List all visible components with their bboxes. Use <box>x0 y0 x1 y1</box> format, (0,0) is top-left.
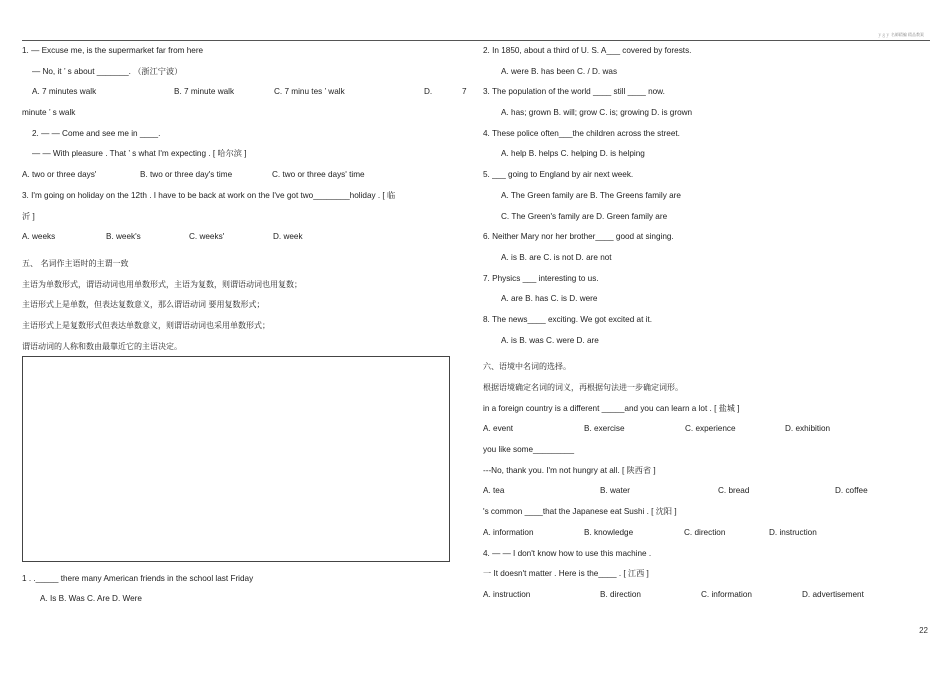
q2-response: — — With pleasure . That ’ s what I'm expecting . [ 哈尔滨 ] <box>32 149 247 159</box>
r2-stem: you like some_________ <box>483 445 575 455</box>
section5-rule-2: 主语形式上是单数，但表达复数意义，那么谓语动词 要用复数形式； <box>22 300 265 310</box>
right-line: A. has; grown B. will; grow C. is; growing D. is grown <box>501 108 693 118</box>
r4-option-b: B. direction <box>600 589 641 599</box>
q3-options <box>22 230 470 251</box>
right-line: A. The Green family are B. The Greens family are <box>501 190 681 200</box>
q3-option-c: C. weeks' <box>189 232 225 242</box>
q2-options <box>22 168 470 189</box>
right-column <box>483 44 928 609</box>
r4-option-a: A. instruction <box>483 589 531 599</box>
r3-stem: 's common ____that the Japanese eat Sushi . [ 沈阳 ] <box>483 507 677 517</box>
q2-option-c: C. two or three days' time <box>272 170 365 180</box>
r1-option-a: A. event <box>483 424 514 434</box>
r4-response: 一 It doesn't matter . Here is the____ . [ 江西 ] <box>483 569 649 579</box>
section5-rule-3: 主语形式上是复数形式但表达单数意义，则谓语动词也采用单数形式； <box>22 320 270 330</box>
r4-option-d: D. advertisement <box>802 589 864 599</box>
q3-option-a: A. weeks <box>22 232 56 242</box>
q1-option-d: D. <box>424 87 433 97</box>
r3-option-a: A. information <box>483 527 534 537</box>
r2-response: ---No, thank you. I'm not hungry at all. [ 陕西省 ] <box>483 465 656 475</box>
r1-option-b: B. exercise <box>584 424 625 434</box>
r3-option-d: D. instruction <box>769 527 817 537</box>
r4-options <box>483 588 928 609</box>
right-line: A. were B. has been C. / D. was <box>501 66 618 76</box>
q1-option-c: C. 7 minu tes ’ walk <box>274 87 345 97</box>
header-rule <box>22 40 930 41</box>
box-question-options: A. Is B. Was C. Are D. Were <box>40 594 142 604</box>
q1-option-d-cont: 7 <box>462 87 467 97</box>
q2-option-b: B. two or three day's time <box>140 170 233 180</box>
right-line: 6. Neither Mary nor her brother____ good at singing. <box>483 232 674 242</box>
r3-option-c: C. direction <box>684 527 726 537</box>
q1-option-d-wrap: minute ’ s walk <box>22 108 76 118</box>
q1-option-b: B. 7 minute walk <box>174 87 235 97</box>
q2-stem: 2. — — Come and see me in ____. <box>32 128 161 138</box>
q1-response: — No, it ’ s about _______. （浙江宁波） <box>32 66 183 76</box>
right-line: A. are B. has C. is D. were <box>501 294 598 304</box>
r1-stem: in a foreign country is a different _____and you can learn a lot . [ 盐城 ] <box>483 403 740 413</box>
r2-option-a: A. tea <box>483 486 505 496</box>
q3-stem: 3. I'm going on holiday on the 12th . I have to be back at work on the I've got two________holiday . [ 临 <box>22 190 396 200</box>
right-line: C. The Green's family are D. Green family are <box>501 211 668 221</box>
right-line: 5. ___ going to England by air next week. <box>483 170 634 180</box>
r2-options <box>483 484 928 505</box>
section6-intro: 根据语境确定名词的词义，再根据句法进一步确定词形。 <box>483 383 683 392</box>
section5-rule-4: 谓语动词的人称和数由最靠近它的主语决定。 <box>22 341 182 351</box>
right-line: A. is B. are C. is not D. are not <box>501 252 612 262</box>
q3-option-b: B. week's <box>106 232 141 242</box>
box-question-stem: 1 . ._____ there many American friends in the school last Friday <box>22 573 254 583</box>
page-number: 22 <box>919 626 928 635</box>
q2-option-a: A. two or three days' <box>22 170 97 180</box>
right-line: A. help B. helps C. helping D. is helping <box>501 149 645 159</box>
section5-title: 五、 名词作主语时的主谓一致 <box>22 258 129 268</box>
r4-option-c: C. information <box>701 589 752 599</box>
section6-title: 六、语境中名词的选择。 <box>483 362 571 372</box>
q3-option-d: D. week <box>273 232 303 242</box>
r1-options <box>483 422 928 443</box>
section5-rule-1: 主语为单数形式，谓语动词也用单数形式，主语为复数，则谓语动词也用复数； <box>22 279 302 289</box>
q1-stem: 1. — Excuse me, is the supermarket far from here <box>22 46 204 55</box>
r4-stem: 4. — — I don't know how to use this machine . <box>483 548 652 558</box>
r3-options <box>483 526 928 547</box>
right-line: 2. In 1850, about a third of U. S. A___ covered by forests. <box>483 46 692 55</box>
right-line: 7. Physics ___ interesting to us. <box>483 273 599 283</box>
blank-box <box>22 356 450 562</box>
q1-option-a: A. 7 minutes walk <box>32 87 97 97</box>
r3-option-b: B. knowledge <box>584 527 634 537</box>
q3-stem-wrap: 沂 ] <box>22 211 35 221</box>
left-column <box>22 44 470 613</box>
r2-option-d: D. coffee <box>835 486 868 496</box>
r2-option-c: C. bread <box>718 486 750 496</box>
r2-option-b: B. water <box>600 486 631 496</box>
right-line: 8. The news____ exciting. We got excited at it. <box>483 314 653 324</box>
r1-option-d: D. exhibition <box>785 424 831 434</box>
right-line: 4. These police often___the children across the street. <box>483 128 680 138</box>
right-line: A. is B. was C. were D. are <box>501 335 599 345</box>
r1-option-c: C. experience <box>685 424 736 434</box>
header-note: ｙｇｙ 名師精編 精品教案 <box>877 32 924 37</box>
right-line: 3. The population of the world ____ still ____ now. <box>483 87 665 97</box>
q1-options <box>22 85 470 106</box>
